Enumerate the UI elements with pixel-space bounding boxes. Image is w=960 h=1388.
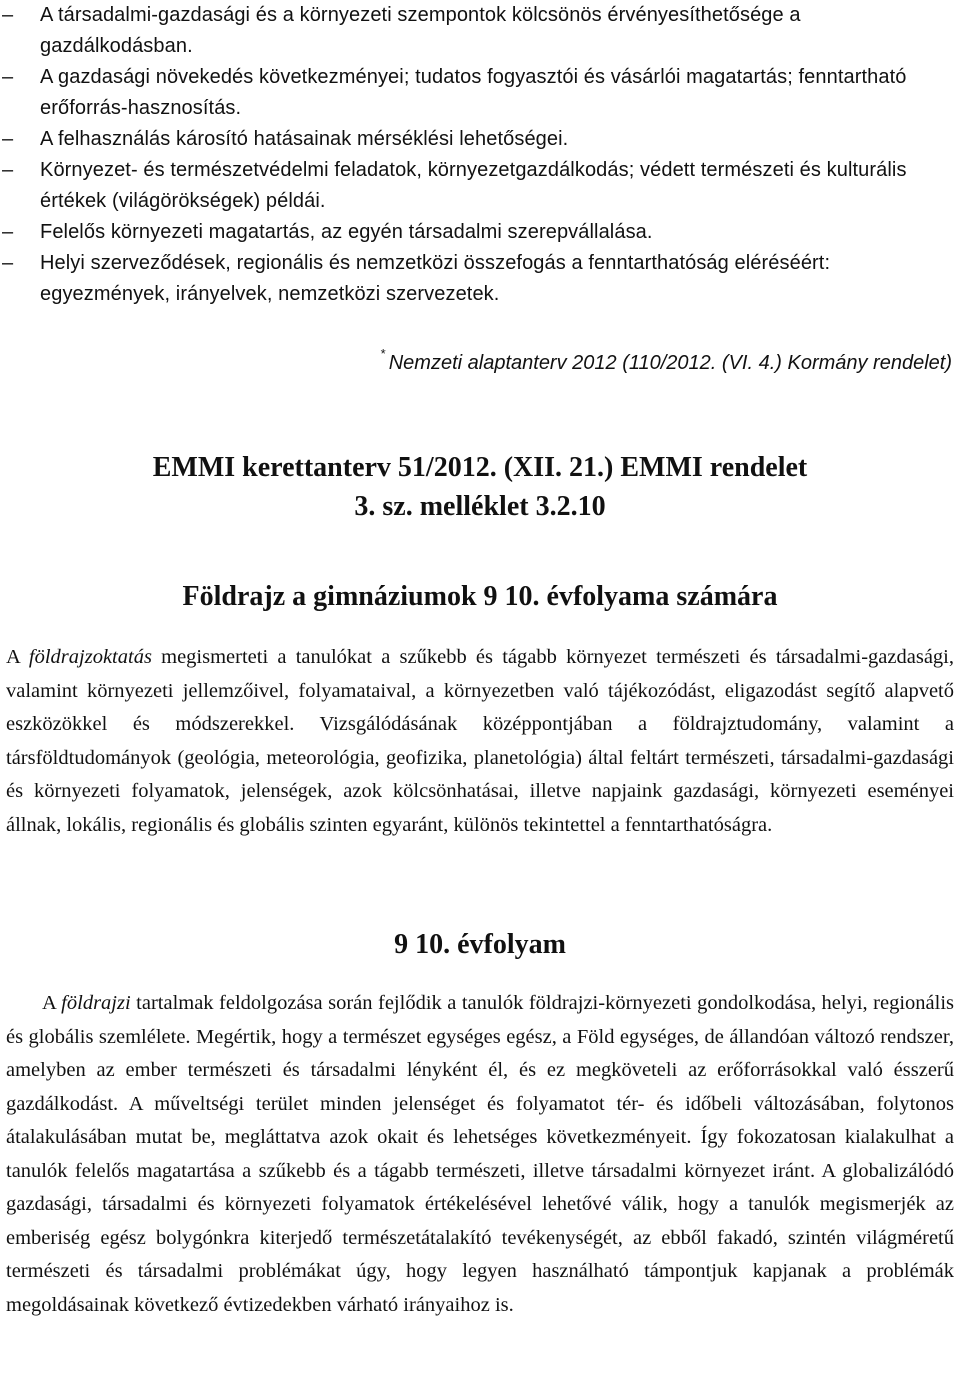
list-item-text: A gazdasági növekedés következményei; tudatos fogyasztói és vásárlói magatartás; fenntartható erőforrás-hasznosítás.: [40, 66, 907, 119]
intro-paragraph: [6, 641, 954, 842]
footnote-marker: *: [380, 346, 386, 361]
grade-heading: 9 10. évfolyam: [394, 929, 566, 960]
footnote: [0, 340, 952, 377]
paragraph-lead: A: [6, 646, 29, 668]
dash-marker: –: [2, 252, 14, 274]
footnote-text: Nemzeti alaptanterv 2012 (110/2012. (VI. 4.) Kormány rendelet): [388, 352, 952, 374]
dash-marker: –: [2, 159, 14, 181]
dash-marker: –: [2, 221, 14, 243]
list-item: [0, 62, 960, 124]
list-item: [0, 248, 960, 310]
bullet-list: [0, 0, 960, 310]
dash-marker: –: [2, 128, 14, 150]
subject-heading: Földrajz a gimnáziumok 9 10. évfolyama számára: [182, 581, 778, 612]
emphasized-term: földrajzoktatás: [28, 646, 152, 668]
list-item: [0, 155, 960, 217]
list-item-text: Helyi szerveződések, regionális és nemzetközi összefogás a fenntarthatóság eléréséért: egyezmények, irányelvek, nemzetközi szervezetek.: [40, 252, 831, 305]
list-item-text: A felhasználás károsító hatásainak mérséklési lehetőségei.: [40, 128, 569, 150]
document-title: EMMI kerettanterv 51/2012. (XII. 21.) EMMI rendelet: [152, 452, 808, 483]
grade-paragraph: [6, 987, 954, 1322]
paragraph-body: megismerteti a tanulókat a szűkebb és tágabb környezet természeti és társadalmi-gazdasági, valamint környezeti jellemzőivel, folyamataival, a környezetben való tájékozódást, eligazodást segítő alapvető eszközökkel és módszerekkel. Vizsgálódásának középpontjában a földrajztudomány, valamint a társföldtudományok (geológia, meteorológia, geofizika, planetológia) által feltárt természeti, társadalmi-gazdasági és környezeti folyamatok, jelenségek, azok kölcsönhatásai, illetve napjaink gazdasági, környezeti eseményei állnak, lokális, regionális és globális szinten egyaránt, különös tekintettel a fenntarthatóságra.: [6, 646, 954, 836]
list-item: [0, 217, 960, 248]
list-item: [0, 124, 960, 155]
list-item-text: Felelős környezeti magatartás, az egyén társadalmi szerepvállalása.: [40, 221, 653, 243]
list-item-text: A társadalmi-gazdasági és a környezeti szempontok kölcsönös érvényesíthetősége a gazdálkodásban.: [40, 4, 801, 57]
paragraph-body: tartalmak feldolgozása során fejlődik a tanulók földrajzi-környezeti gondolkodása, helyi, regionális és globális szemlélete. Megértik, hogy a természet egységes egész, a Föld egységes, de állandóan változó rendszer, amelyben az ember természeti és társadalmi lényként él, és ez megköveteli az erőforrásokkal való ésszerű gazdálkodást. A műveltségi terület minden jelenséget és folyamatot tér- és időbeli változásában, folytonos átalakulásában mutat be, megláttatva azok okait és lehetséges következményeit. Így fokozatosan kialakulhat a tanulók felelős magatartása a szűkebb és a tágabb természeti, illetve társadalmi környezet iránt. A globalizálódó gazdasági, társadalmi és környezeti folyamatok értékelésével lehetővé válik, hogy a tanulók megismerjék az emberiség egész bolygónkra kiterjedő természetátalakító tevékenységét, az ebből fakadó, szintén világméretű természeti és társadalmi problémákat úgy, hogy legyen használható támpontjuk kapjanak a problémák megoldásainak következő évtizedekben várható irányaihoz is.: [6, 992, 954, 1316]
paragraph-lead: A: [42, 992, 62, 1014]
list-item-text: Környezet- és természetvédelmi feladatok, környezetgazdálkodás; védett természeti és kulturális értékek (világörökségek) példái.: [40, 159, 907, 212]
emphasized-term: földrajzi: [61, 992, 131, 1014]
dash-marker: –: [2, 4, 14, 26]
list-item: [0, 0, 960, 62]
dash-marker: –: [2, 66, 14, 88]
document-subtitle: 3. sz. melléklet 3.2.10: [354, 491, 606, 522]
